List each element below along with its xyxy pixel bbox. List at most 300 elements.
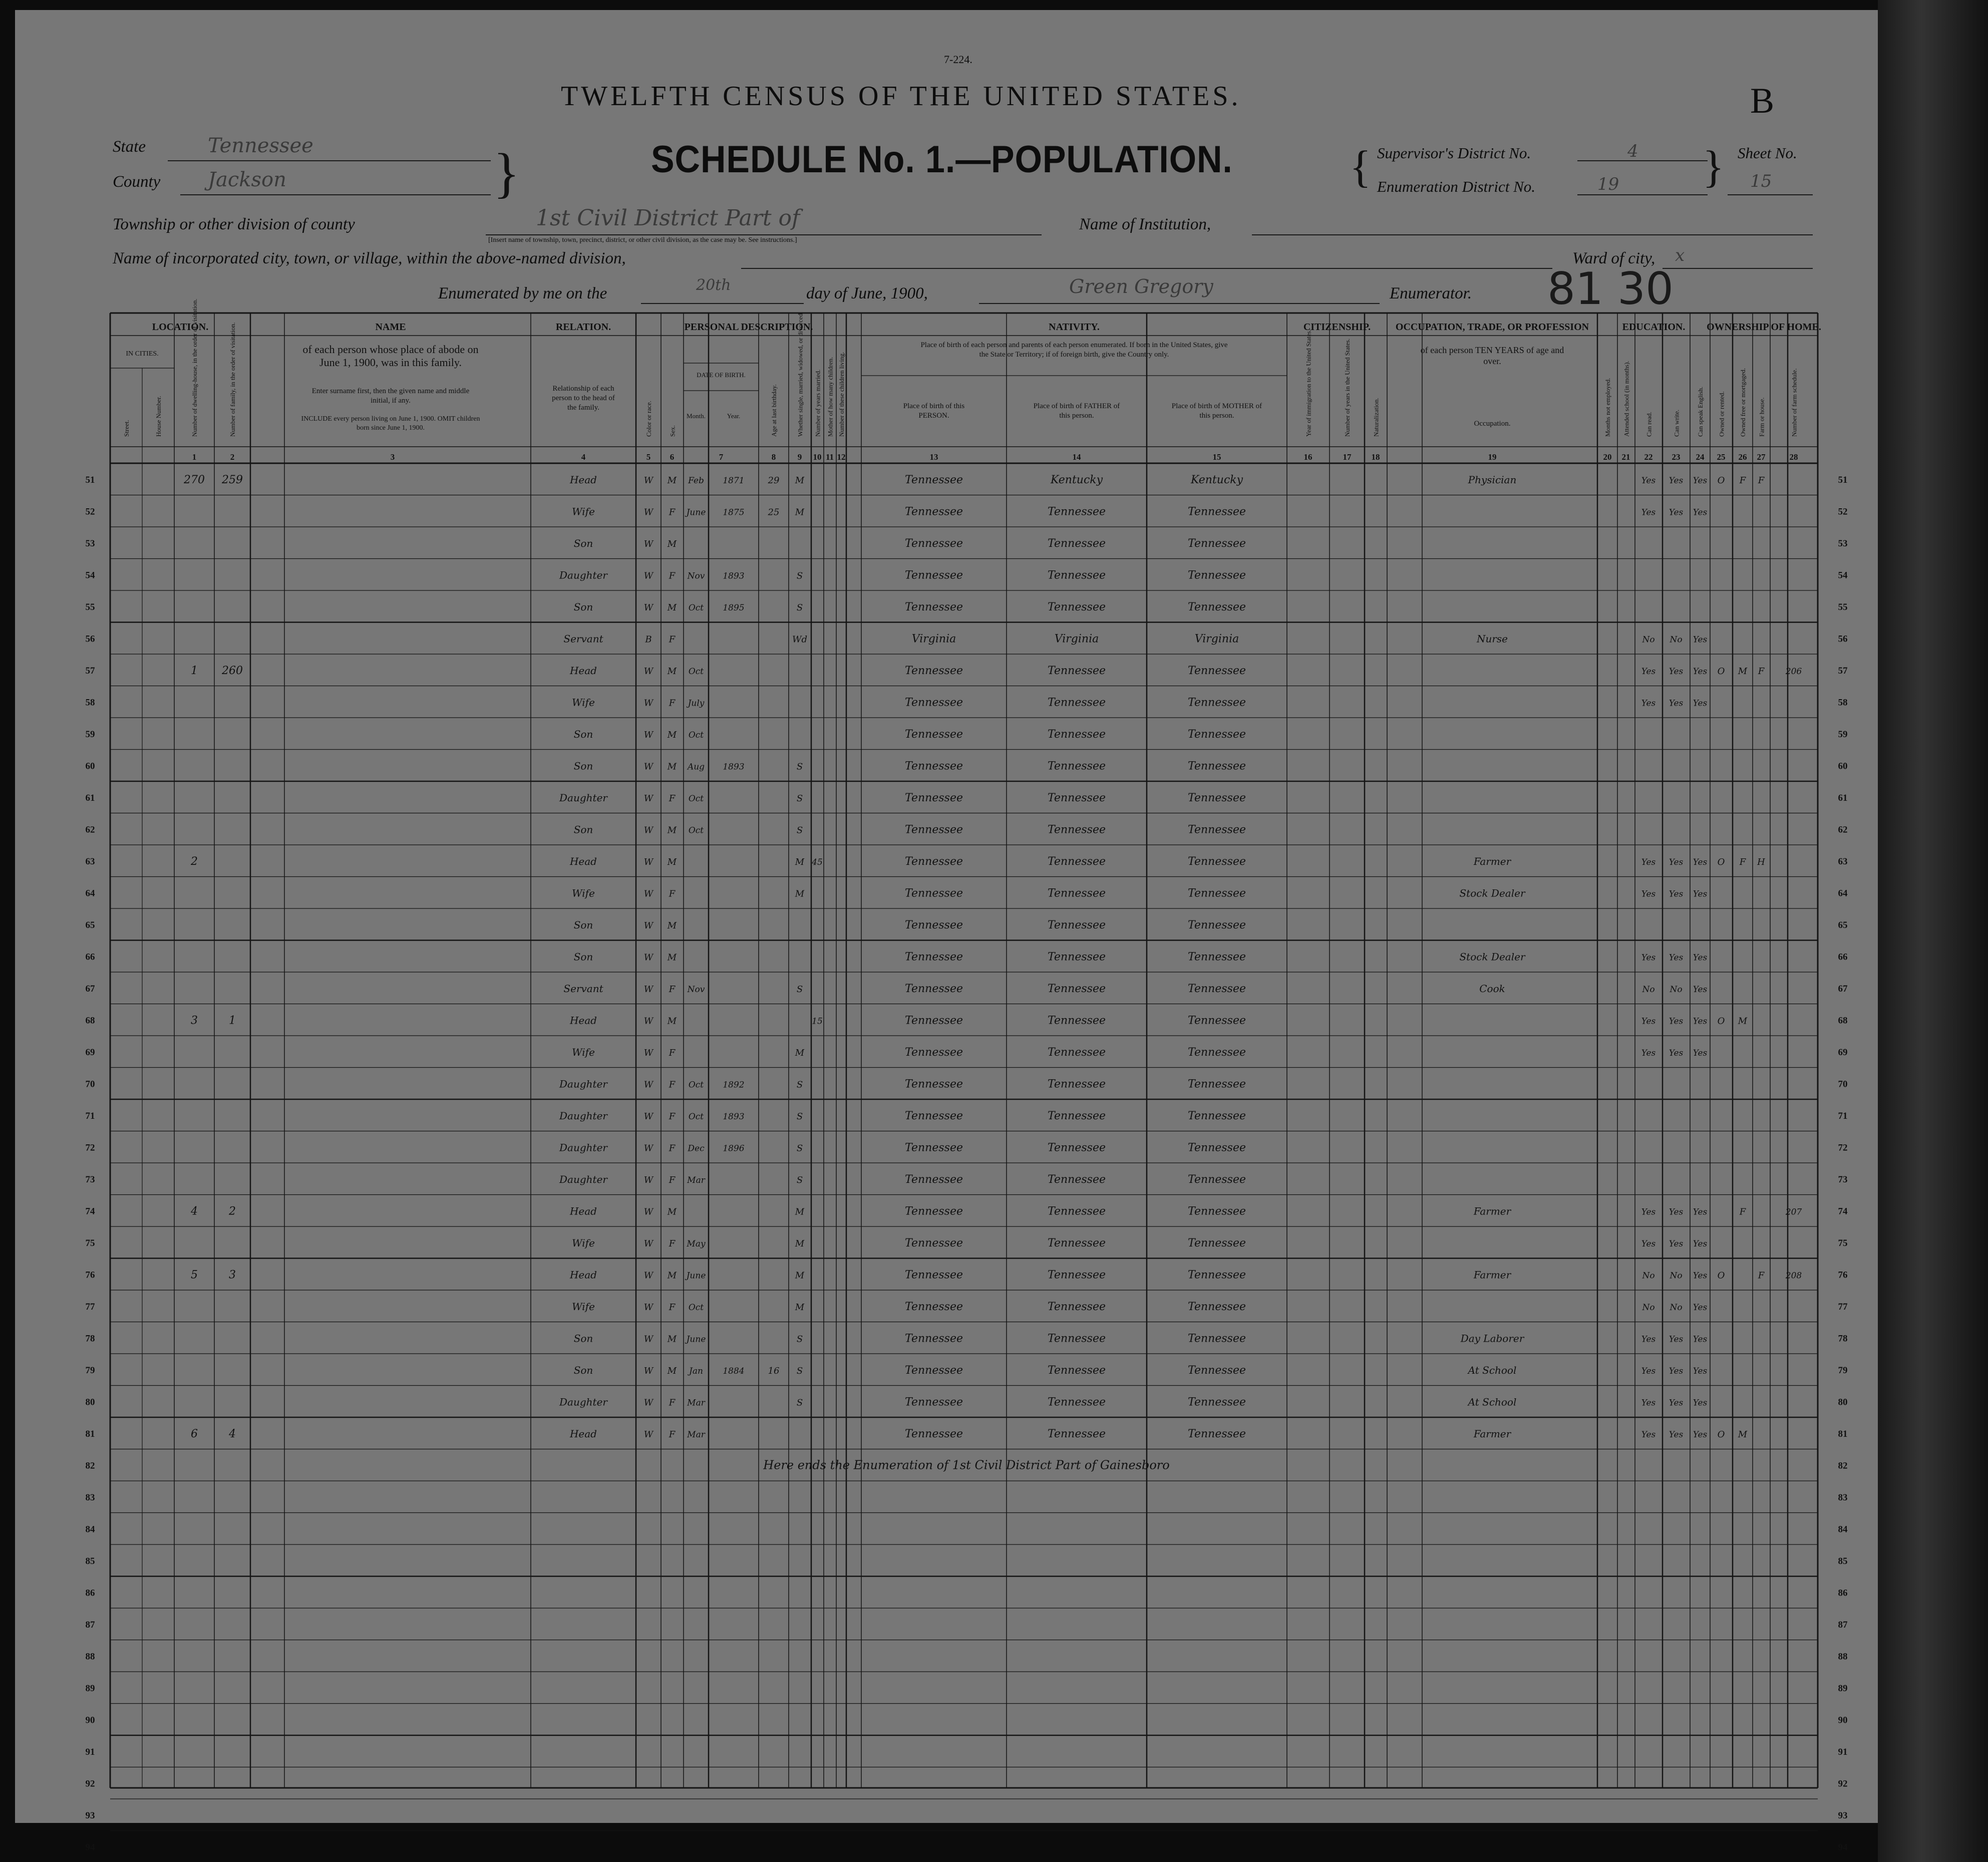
line-number-left: 60 [85, 761, 95, 772]
line-number-right: 91 [1838, 1746, 1848, 1757]
entry-marital: S [796, 1111, 803, 1122]
vertical-column-heading: Number of years married. [814, 369, 822, 437]
entry-father: Tennessee [1048, 887, 1106, 900]
census-sheet [15, 10, 1878, 1853]
entry-sex: M [667, 538, 677, 549]
vertical-column-heading: Sex. [669, 425, 677, 437]
entry-dwelling: 4 [229, 1427, 236, 1440]
column-number: 21 [1621, 452, 1630, 462]
township-value: 1st Civil District Part of [536, 205, 800, 231]
column-number: 17 [1343, 452, 1352, 462]
entry-read: Yes [1641, 1334, 1656, 1345]
entry-relation: Son [573, 823, 593, 836]
entry-race: W [643, 507, 653, 518]
township-note: [Insert name of township, town, precinct, district, or other civil division, as the case may be. See instructions.] [488, 236, 797, 244]
line-number-left: 89 [85, 1683, 95, 1694]
entry-father: Tennessee [1048, 791, 1106, 804]
entry-english: Yes [1693, 857, 1708, 867]
entry-mother: Tennessee [1188, 760, 1246, 773]
column-number: 6 [670, 452, 675, 462]
line-number-right: 53 [1838, 538, 1848, 549]
sheet-letter: B [1750, 81, 1775, 121]
entry-father: Tennessee [1048, 855, 1106, 868]
column-number: 13 [929, 452, 938, 462]
entry-race: W [643, 1079, 653, 1090]
entry-english: Yes [1693, 1207, 1708, 1217]
entry-month: June [686, 1271, 706, 1281]
entry-dwelling: 3 [229, 1269, 236, 1282]
entry-free: M [1738, 666, 1748, 677]
entry-month: Mar [687, 1175, 705, 1185]
enumerator-name: Green Gregory [1069, 275, 1213, 297]
birth-father-heading: Place of birth of FATHER of [1033, 402, 1120, 410]
entry-father: Tennessee [1048, 664, 1106, 677]
entry-read: Yes [1641, 1429, 1656, 1440]
enumerated-label: Enumerated by me on the [438, 284, 607, 302]
county-value: Jackson [208, 168, 286, 191]
entry-month: Oct [688, 793, 704, 804]
name-instruction: born since June 1, 1900. [356, 424, 425, 432]
entry-english: Yes [1693, 1334, 1708, 1345]
entry-month: July [688, 698, 705, 709]
entry-marital: Wd [792, 634, 808, 645]
entry-race: W [643, 570, 653, 581]
group-heading: RELATION. [555, 322, 611, 333]
line-number-right: 79 [1838, 1365, 1848, 1376]
line-number-left: 79 [85, 1365, 95, 1376]
entry-race: W [643, 1334, 653, 1345]
entry-dwelling: 2 [229, 1205, 236, 1218]
entry-month: May [687, 1238, 706, 1249]
entry-sex: M [667, 1270, 677, 1281]
line-number-left: 86 [85, 1588, 95, 1599]
entry-relation: Wife [572, 505, 595, 518]
entry-race: W [643, 729, 653, 740]
entry-marital: M [795, 888, 805, 899]
entry-relation: Son [573, 1364, 593, 1376]
entry-father: Tennessee [1048, 1364, 1106, 1377]
entry-father: Tennessee [1048, 600, 1106, 613]
entry-read: Yes [1641, 889, 1656, 899]
entry-sex: F [669, 1174, 676, 1185]
entry-month: Oct [688, 825, 704, 836]
entry-birth: Tennessee [905, 728, 963, 741]
entry-english: Yes [1693, 698, 1708, 709]
entry-birth: Tennessee [905, 951, 963, 964]
column-number: 9 [797, 452, 802, 462]
entry-write: Yes [1669, 507, 1684, 518]
entry-sex: M [667, 920, 677, 931]
entry-relation: Daughter [559, 1109, 607, 1122]
entry-birth: Tennessee [905, 664, 963, 677]
entry-mother: Tennessee [1188, 1332, 1246, 1345]
relation-description: the family. [567, 404, 600, 412]
line-number-right: 75 [1838, 1237, 1848, 1249]
entry-owned: O [1717, 1016, 1725, 1027]
line-number-right: 55 [1838, 601, 1848, 612]
entry-family: 3 [191, 1014, 198, 1027]
entry-father: Tennessee [1048, 728, 1106, 741]
name-instruction: INCLUDE every person living on June 1, 1900. OMIT children [301, 415, 480, 423]
entry-owned: O [1717, 666, 1725, 677]
line-number-left: 52 [85, 506, 95, 517]
entry-mother: Tennessee [1188, 569, 1246, 582]
entry-occupation: Stock Dealer [1459, 951, 1525, 963]
birth-mother-heading: this person. [1199, 412, 1234, 420]
entry-race: W [643, 666, 653, 677]
line-number-right: 84 [1838, 1524, 1848, 1535]
line-number-left: 67 [85, 983, 95, 994]
entry-schedule: 206 [1785, 666, 1802, 677]
entry-relation: Daughter [559, 569, 607, 581]
line-number-right: 78 [1838, 1333, 1848, 1344]
entry-month: Oct [688, 730, 704, 740]
entry-occupation: Farmer [1473, 855, 1511, 867]
line-number-left: 71 [85, 1110, 95, 1121]
sheet-value: 15 [1750, 171, 1772, 191]
entry-father: Tennessee [1048, 505, 1106, 518]
entry-birth: Tennessee [905, 1427, 963, 1440]
enum-district-label: Enumeration District No. [1377, 178, 1536, 195]
entry-relation: Head [569, 1269, 597, 1281]
entry-year: 1871 [723, 475, 745, 486]
entry-mother: Tennessee [1188, 664, 1246, 677]
entry-relation: Wife [572, 887, 595, 899]
entry-marital: M [795, 1302, 805, 1313]
line-number-right: 52 [1838, 506, 1848, 517]
entry-read: Yes [1641, 1016, 1656, 1027]
entry-relation: Servant [563, 982, 603, 995]
entry-month: Oct [688, 1111, 704, 1122]
entry-father: Tennessee [1048, 1014, 1106, 1027]
line-number-right: 67 [1838, 983, 1848, 994]
line-number-left: 90 [85, 1715, 95, 1726]
entry-marital: S [796, 761, 803, 772]
entry-relation: Head [569, 1205, 597, 1217]
column-number: 19 [1488, 452, 1497, 462]
entry-sex: M [667, 856, 677, 867]
column-number: 23 [1672, 452, 1681, 462]
vertical-column-heading: Naturalization. [1372, 398, 1380, 437]
line-number-left: 85 [85, 1556, 95, 1567]
entry-birth: Tennessee [905, 1014, 963, 1027]
line-number-left: 58 [85, 697, 95, 708]
entry-race: W [643, 1429, 653, 1440]
vertical-column-heading: Owned free or mortgaged. [1739, 368, 1747, 437]
line-number-left: 59 [85, 729, 95, 740]
entry-mother: Tennessee [1188, 855, 1246, 868]
line-number-right: 94 [1838, 1842, 1848, 1853]
entry-english: Yes [1693, 1048, 1708, 1058]
entry-relation: Son [573, 537, 593, 549]
entry-race: W [643, 761, 653, 772]
birth-mother-heading: Place of birth of MOTHER of [1171, 402, 1262, 410]
entry-relation: Son [573, 951, 593, 963]
column-number: 7 [719, 452, 724, 462]
entry-month: Feb [688, 475, 704, 486]
entry-father: Tennessee [1048, 951, 1106, 964]
line-number-right: 57 [1838, 665, 1848, 676]
vertical-column-heading: Color or race. [645, 401, 652, 437]
entry-read: Yes [1641, 1207, 1656, 1217]
occupation-subheading: Occupation. [1474, 420, 1511, 428]
group-heading: EDUCATION. [1622, 322, 1686, 333]
entry-month: Dec [688, 1143, 705, 1154]
entry-father: Tennessee [1048, 537, 1106, 550]
line-number-right: 59 [1838, 729, 1848, 740]
entry-mother: Tennessee [1188, 1427, 1246, 1440]
entry-father: Tennessee [1048, 1109, 1106, 1122]
entry-sex: F [669, 1397, 676, 1408]
column-number: 4 [581, 452, 586, 462]
closing-note: Here ends the Enumeration of 1st Civil District Part of Gainesboro [763, 1458, 1170, 1472]
entry-write: No [1670, 1302, 1683, 1313]
entry-read: No [1642, 984, 1655, 995]
entry-mother: Tennessee [1188, 1046, 1246, 1059]
vertical-column-heading: Owned or rented. [1718, 391, 1726, 437]
entry-mother: Tennessee [1188, 918, 1246, 932]
entry-month: Oct [688, 1080, 704, 1090]
group-heading: CITIZENSHIP. [1303, 322, 1371, 333]
entry-marital: M [795, 1270, 805, 1281]
entry-occupation: Stock Dealer [1459, 887, 1525, 899]
entry-occupation: Farmer [1473, 1269, 1511, 1281]
population-table [15, 10, 1878, 1853]
line-number-right: 66 [1838, 952, 1848, 963]
entry-month: Mar [687, 1429, 705, 1440]
entry-relation: Daughter [559, 1141, 607, 1154]
entry-occupation: Day Laborer [1460, 1332, 1524, 1345]
line-number-left: 94 [85, 1842, 95, 1853]
entry-father: Tennessee [1048, 1078, 1106, 1091]
entry-family: 1 [191, 664, 198, 677]
entry-relation: Servant [563, 633, 603, 645]
line-number-right: 90 [1838, 1715, 1848, 1726]
line-number-left: 66 [85, 952, 95, 963]
entry-owned: O [1717, 1270, 1725, 1281]
entry-marital: S [796, 1143, 803, 1154]
entry-occupation: Farmer [1473, 1205, 1511, 1217]
entry-mother: Tennessee [1188, 1205, 1246, 1218]
line-number-right: 54 [1838, 570, 1848, 581]
entry-sex: F [669, 1302, 676, 1313]
entry-write: Yes [1669, 1238, 1684, 1249]
vertical-column-heading: Mother of how many children. [826, 357, 834, 437]
entry-sex: F [669, 1111, 676, 1122]
entry-occupation: Nurse [1476, 633, 1508, 645]
line-number-right: 93 [1838, 1810, 1848, 1821]
entry-sex: M [667, 666, 677, 677]
entry-father: Tennessee [1048, 918, 1106, 932]
entry-year: 1893 [723, 762, 745, 772]
line-number-left: 88 [85, 1651, 95, 1662]
entry-sex: M [667, 825, 677, 836]
line-number-right: 60 [1838, 761, 1848, 772]
entry-birth: Tennessee [905, 791, 963, 804]
entry-write: Yes [1669, 1207, 1684, 1217]
entry-occupation: At School [1468, 1364, 1517, 1376]
district-brace-left: { [1350, 142, 1372, 192]
entry-year: 1893 [723, 1111, 745, 1122]
entry-father: Tennessee [1048, 1332, 1106, 1345]
birth-person-heading: Place of birth of this [903, 402, 965, 410]
entry-relation: Son [573, 728, 593, 740]
entry-marital: S [796, 570, 803, 581]
line-number-right: 73 [1838, 1174, 1848, 1185]
entry-race: W [643, 1206, 653, 1217]
entry-mother: Tennessee [1188, 1109, 1246, 1122]
entry-sex: F [669, 1238, 676, 1249]
entry-write: No [1670, 1271, 1683, 1281]
entry-marital: S [796, 1334, 803, 1345]
line-number-left: 83 [85, 1492, 95, 1503]
line-number-left: 55 [85, 601, 95, 612]
entry-relation: Wife [572, 1046, 595, 1058]
entry-month: Mar [687, 1398, 705, 1408]
entry-english: Yes [1693, 635, 1708, 645]
entry-write: Yes [1669, 1398, 1684, 1408]
entry-month: Oct [688, 1302, 704, 1313]
entry-relation: Wife [572, 1300, 595, 1313]
vertical-column-heading: Number of years in the United States. [1344, 338, 1351, 437]
column-number: 27 [1757, 452, 1766, 462]
entry-sex: M [667, 1016, 677, 1027]
group-heading: OWNERSHIP OF HOME. [1707, 322, 1821, 333]
entry-relation: Son [573, 1332, 593, 1345]
sheet-stamp: 81 30 [1547, 263, 1674, 315]
line-number-right: 80 [1838, 1397, 1848, 1408]
entry-year: 1893 [723, 571, 745, 581]
entry-schedule: 208 [1785, 1271, 1802, 1281]
name-description: June 1, 1900, was in this family. [319, 356, 462, 369]
entry-relation: Daughter [559, 1396, 607, 1408]
entry-race: W [643, 1111, 653, 1122]
entry-father: Tennessee [1048, 1396, 1106, 1409]
column-number: 16 [1303, 452, 1312, 462]
state-label: State [113, 138, 146, 156]
entry-marital: M [795, 475, 805, 486]
vertical-column-heading: Farm or house. [1758, 397, 1766, 437]
line-number-left: 92 [85, 1778, 95, 1789]
entry-relation: Son [573, 600, 593, 613]
entry-sex: M [667, 761, 677, 772]
entry-mother: Tennessee [1188, 982, 1246, 995]
entry-sex: F [669, 1079, 676, 1090]
line-number-right: 83 [1838, 1492, 1848, 1503]
entry-mother: Tennessee [1188, 1396, 1246, 1409]
relation-description: Relationship of each [552, 385, 614, 393]
nativity-description: the State or Territory; if of foreign birth, give the Country only. [979, 351, 1169, 359]
entry-age: 29 [768, 475, 780, 486]
line-number-right: 74 [1838, 1206, 1848, 1217]
entry-owned: O [1717, 1429, 1725, 1440]
entry-write: Yes [1669, 889, 1684, 899]
entry-father: Tennessee [1048, 823, 1106, 836]
line-number-left: 91 [85, 1746, 95, 1757]
entry-birth: Tennessee [905, 600, 963, 613]
entry-dwelling: 1 [229, 1014, 236, 1027]
entry-birth: Tennessee [905, 982, 963, 995]
entry-race: W [643, 475, 653, 486]
line-number-right: 85 [1838, 1556, 1848, 1567]
entry-read: Yes [1641, 507, 1656, 518]
entry-sex: M [667, 1334, 677, 1345]
entry-race: W [643, 1174, 653, 1185]
entry-birth: Tennessee [905, 569, 963, 582]
entry-write: Yes [1669, 698, 1684, 709]
entry-race: W [643, 1270, 653, 1281]
entry-birth: Virginia [911, 633, 956, 646]
entry-mother: Virginia [1194, 633, 1239, 646]
entry-race: W [643, 920, 653, 931]
entry-read: Yes [1641, 857, 1656, 867]
entry-race: W [643, 1365, 653, 1376]
line-number-right: 72 [1838, 1142, 1848, 1153]
entry-race: W [643, 1238, 653, 1249]
occupation-description: over. [1483, 356, 1501, 366]
entry-father: Tennessee [1048, 1269, 1106, 1282]
line-number-left: 64 [85, 888, 95, 899]
entry-occupation: Physician [1468, 473, 1517, 486]
line-number-right: 68 [1838, 1015, 1848, 1026]
line-number-right: 82 [1838, 1460, 1848, 1471]
line-number-right: 92 [1838, 1778, 1848, 1789]
city-label: Name of incorporated city, town, or village, within the above-named division, [113, 249, 626, 267]
entry-family: 6 [191, 1427, 198, 1440]
entry-marital: M [795, 1206, 805, 1217]
entry-occupation: At School [1468, 1396, 1517, 1408]
entry-year: 1892 [723, 1080, 745, 1090]
line-number-left: 63 [85, 856, 95, 867]
line-number-right: 71 [1838, 1110, 1848, 1121]
entry-mother: Tennessee [1188, 505, 1246, 518]
entry-father: Tennessee [1048, 1205, 1106, 1218]
line-number-right: 62 [1838, 824, 1848, 835]
line-number-right: 76 [1838, 1270, 1848, 1281]
entry-english: Yes [1693, 984, 1708, 995]
line-number-right: 64 [1838, 888, 1848, 899]
entry-english: Yes [1693, 953, 1708, 963]
entry-sex: F [669, 698, 676, 709]
entry-sex: M [667, 602, 677, 613]
entry-relation: Head [569, 664, 597, 677]
entry-english: Yes [1693, 1238, 1708, 1249]
entry-age: 16 [768, 1365, 780, 1376]
line-number-right: 51 [1838, 474, 1848, 485]
entry-marital: S [796, 1365, 803, 1376]
vertical-column-heading: Number of dwelling-house, in the order of visitation. [191, 298, 198, 437]
entry-month: Aug [687, 762, 705, 772]
entry-mother: Tennessee [1188, 1078, 1246, 1091]
entry-english: Yes [1693, 1429, 1708, 1440]
group-heading: PERSONAL DESCRIPTION. [684, 322, 813, 333]
line-number-left: 53 [85, 538, 95, 549]
vertical-column-heading: Number of farm schedule. [1790, 368, 1798, 437]
entry-relation: Wife [572, 696, 595, 709]
entry-relation: Head [569, 1427, 597, 1440]
entry-mother: Tennessee [1188, 1364, 1246, 1377]
schedule-title: SCHEDULE No. 1.—POPULATION. [651, 138, 1233, 181]
entry-sex: M [667, 1206, 677, 1217]
entry-relation: Head [569, 1014, 597, 1027]
institution-label: Name of Institution, [1079, 215, 1211, 233]
enumerator-label: Enumerator. [1390, 284, 1472, 302]
vertical-column-heading: House Number. [155, 396, 162, 437]
entry-month: Oct [688, 602, 704, 613]
entry-marital: M [795, 1238, 805, 1249]
district-brace-right: } [1703, 142, 1725, 192]
column-number: 26 [1738, 452, 1747, 462]
